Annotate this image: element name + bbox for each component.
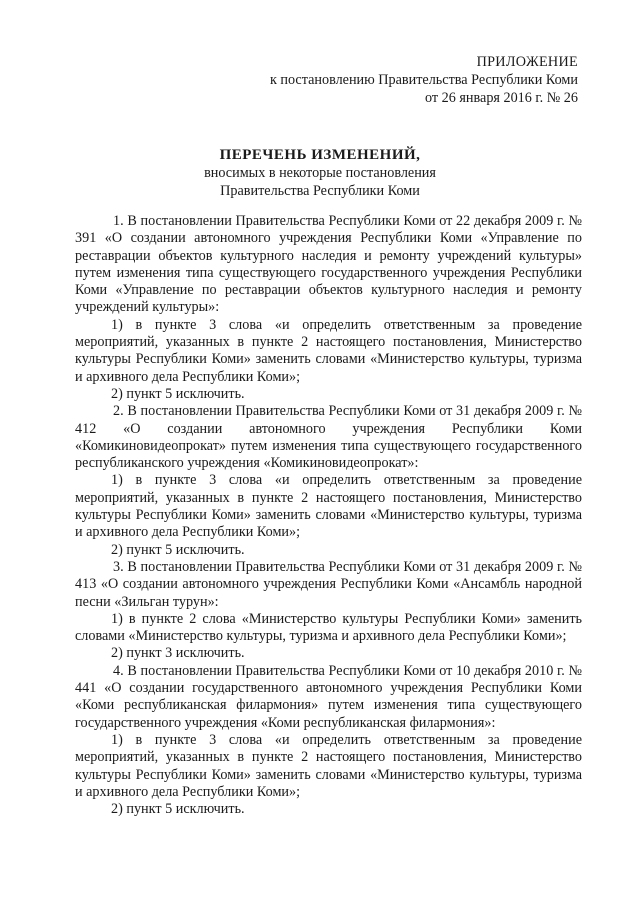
paragraph-2-item-2: 2) пункт 5 исключить. [111,541,245,558]
title-sub-1: вносимых в некоторые постановления [204,165,436,181]
paragraph-1-item-2: 2) пункт 5 исключить. [111,385,245,402]
paragraph-3: 3. В постановлении Правительства Республики Коми от 31 декабря 2009 г. № 413 «О создании автономного учреждения Республики Коми «Ансамбль народной песни «Зильган турун»: [75,558,582,610]
annex-reference: к постановлению Правительства Республики Коми [269,72,578,88]
annex-date: от 26 января 2016 г. № 26 [425,90,578,106]
paragraph-3-item-1: 1) в пункте 2 слова «Министерство культуры Республики Коми» заменить словами «Министерство культуры, туризма и архивного дела Республики Коми»; [75,610,582,645]
paragraph-1: 1. В постановлении Правительства Республики Коми от 22 декабря 2009 г. № 391 «О создании автономного учреждения Республики Коми «Управление по реставрации объектов культурного наследия и ремонту учреждений культуры» путем изменения типа существующего государственного учреждения Республики Коми «Управление по реставрации объектов культурного наследия и ремонту учреждений культуры»: [75,213,582,316]
annex-header [270,53,578,107]
paragraph-3-item-2: 2) пункт 3 исключить. [111,645,245,662]
title-main: ПЕРЕЧЕНЬ ИЗМЕНЕНИЙ, [219,147,421,163]
paragraph-2: 2. В постановлении Правительства Республики Коми от 31 декабря 2009 г. № 412 «О создании автономного учреждения Республики Коми «Комикиновидеопрокат» путем изменения типа существующего государственного республиканского учреждения «Комикиновидеопрокат»: [75,403,582,472]
title-sub-2: Правительства Республики Коми [220,183,420,199]
annex-word: ПРИЛОЖЕНИЕ [476,54,578,70]
document-title [0,146,640,200]
paragraph-4: 4. В постановлении Правительства Республики Коми от 10 декабря 2010 г. № 441 «О создании государственного автономного учреждения Республики Коми «Коми республиканская филармония» путем изменения типа существующего государственного учреждения «Коми республиканская филармония»: [75,662,582,731]
document-body [75,213,582,818]
paragraph-2-item-1: 1) в пункте 3 слова «и определить ответственным за проведение мероприятий, указанных в пункте 2 настоящего постановления, Министерство культуры Республики Коми» заменить словами «Министерство культуры, туризма и архивного дела Республики Коми»; [75,472,582,541]
paragraph-4-item-1: 1) в пункте 3 слова «и определить ответственным за проведение мероприятий, указанных в пункте 2 настоящего постановления, Министерство культуры Республики Коми» заменить словами «Министерство культуры, туризма и архивного дела Республики Коми»; [75,731,582,800]
paragraph-1-item-1: 1) в пункте 3 слова «и определить ответственным за проведение мероприятий, указанных в пункте 2 настоящего постановления, Министерство культуры Республики Коми» заменить словами «Министерство культуры, туризма и архивного дела Республики Коми»; [75,316,582,385]
paragraph-4-item-2: 2) пункт 5 исключить. [111,801,245,818]
